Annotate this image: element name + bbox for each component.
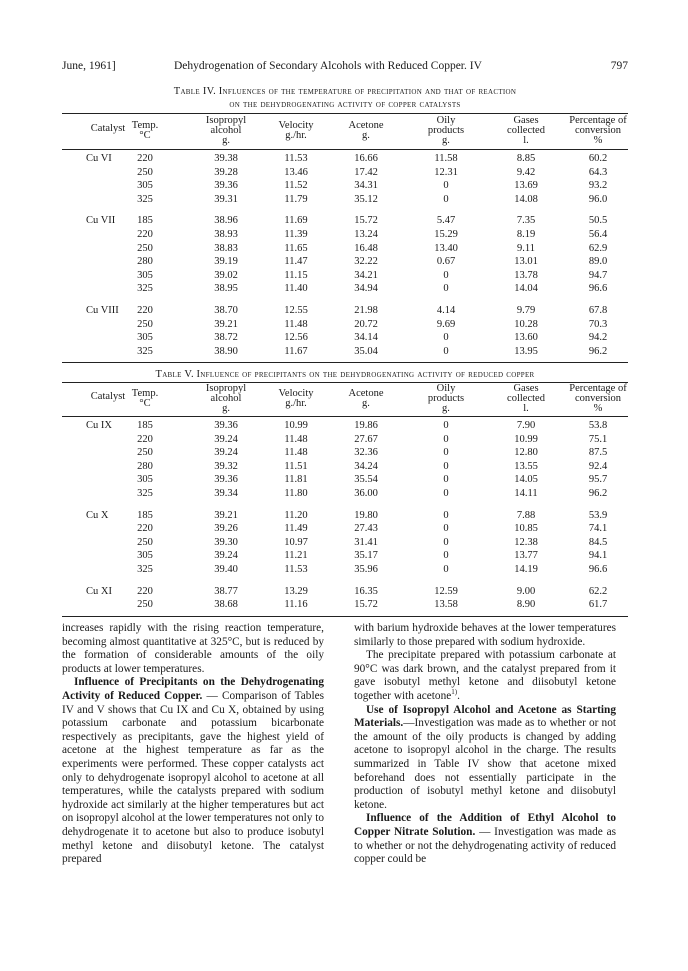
- column-header-line: Percentage of: [569, 383, 627, 394]
- catalyst-label: Cu VIII: [86, 305, 119, 316]
- table-cell: 10.99: [284, 420, 308, 431]
- table-cell: 185: [137, 215, 153, 227]
- column-header-line: Isopropyl: [205, 115, 247, 126]
- column-header: [507, 384, 545, 414]
- column-header: [507, 116, 545, 146]
- table-cell: 31.41: [354, 536, 378, 548]
- table-cell: 10.97: [284, 536, 308, 548]
- table-cell: 38.93: [214, 229, 238, 240]
- table-cell: 96.2: [588, 488, 608, 499]
- paragraph: [354, 812, 616, 866]
- paragraph: [354, 622, 616, 649]
- table-cell: 250: [137, 318, 153, 330]
- table-cell: 38.96: [214, 215, 238, 227]
- table-cell: 220: [137, 433, 153, 445]
- table-cell: 13.95: [514, 345, 538, 357]
- column-header: [569, 384, 626, 414]
- paragraph-text: — Comparison of Tables IV and V shows that Cu IX and Cu X, obtained by using potassium carbonate and potassium bicarbonate respectively as precipitants, gave the highest yield of acetone at the highest temperature as far as the experiments were performed. These copper catalysts act only to dehydrogenate isopropyl alcohol to acetone at all temperatures, while the catalysts prepared with sodium hydroxide act similarly at the higher temperatures but act on isopropyl alcohol at the lower temperatures not only to dehydrogenate it to acetone but also to produce isobutyl methyl ketone and diisobutyl ketone. The catalyst prepared: [62, 689, 324, 866]
- table-cell: 10.99: [514, 433, 538, 445]
- table-cell: 220: [137, 229, 153, 240]
- column-header: [428, 116, 464, 146]
- column-header-line: g.: [362, 398, 370, 409]
- table-cell: 16.48: [354, 242, 378, 254]
- column-header-line: Acetone: [348, 388, 384, 399]
- table-cell: 15.29: [434, 229, 458, 240]
- table-rule-header: [62, 416, 628, 417]
- column-header-line: g./hr.: [285, 130, 307, 141]
- table-cell: 34.24: [354, 460, 378, 472]
- column-header-line: collected: [507, 125, 545, 136]
- table-cell: 39.31: [214, 193, 238, 205]
- table-cell: 75.1: [588, 433, 608, 445]
- column-header: [91, 124, 125, 134]
- table-cell: 8.19: [516, 229, 536, 240]
- table-cell: 250: [137, 447, 153, 459]
- table-cell: 35.96: [354, 564, 378, 575]
- table-cell: 13.78: [514, 269, 538, 281]
- table-cell: 35.54: [354, 474, 378, 486]
- table-4-caption-line1: Influences of the temperature of precipitation and that of reaction: [218, 86, 517, 97]
- table-cell: 11.52: [284, 180, 308, 192]
- table-cell: 0: [443, 332, 449, 344]
- column-header-line: conversion: [574, 125, 622, 136]
- table-cell: 11.49: [284, 523, 308, 535]
- table-cell: 62.9: [588, 242, 608, 254]
- table-cell: 13.46: [284, 166, 308, 178]
- column-header: [569, 116, 626, 146]
- table-cell: 280: [137, 256, 153, 268]
- column-header-line: products: [427, 125, 465, 136]
- table-cell: 0: [443, 564, 449, 575]
- table-cell: 13.40: [434, 242, 458, 254]
- column-header: [91, 392, 125, 402]
- table-cell: 35.17: [354, 550, 378, 562]
- paragraph: [354, 649, 616, 703]
- table-cell: 0: [443, 474, 449, 486]
- table-cell: 9.42: [516, 166, 536, 178]
- table-cell: 4.14: [436, 305, 456, 316]
- column-header-line: g.: [222, 135, 230, 146]
- table-cell: 11.80: [284, 488, 308, 499]
- column-header-line: Temp.: [131, 120, 159, 131]
- table-cell: 39.28: [214, 166, 238, 178]
- table-cell: 38.68: [214, 599, 238, 611]
- table-cell: 0: [443, 433, 449, 445]
- column-header: [349, 389, 384, 409]
- table-cell: 15.72: [354, 215, 378, 227]
- column-header-line: g.: [222, 403, 230, 414]
- column-header-line: Isopropyl: [205, 383, 247, 394]
- paragraph-text: The precipitate prepared with potassium carbonate at 90°C was dark brown, and the catalyst prepared from it gave isobutyl methyl ketone and diisobutyl ketone together with acetone: [354, 649, 616, 702]
- table-cell: 325: [137, 345, 153, 357]
- table-cell: 325: [137, 564, 153, 575]
- table-cell: 11.15: [284, 269, 308, 281]
- table-cell: 93.2: [588, 180, 608, 192]
- column-header-line: g.: [362, 130, 370, 141]
- running-header: [62, 60, 628, 74]
- column-header-line: g.: [442, 403, 450, 414]
- table-cell: 13.24: [354, 229, 378, 240]
- table-cell: 220: [137, 585, 153, 597]
- table-cell: 12.55: [284, 305, 308, 316]
- table-cell: 11.65: [284, 242, 308, 254]
- table-cell: 250: [137, 599, 153, 611]
- column-header-line: alcohol: [210, 125, 242, 136]
- table-cell: 94.2: [588, 332, 608, 344]
- table-rule-bottom: [62, 616, 628, 617]
- table-cell: 61.7: [588, 599, 608, 611]
- table-cell: 7.88: [516, 509, 536, 521]
- table-cell: 305: [137, 474, 153, 486]
- table-cell: 39.36: [214, 474, 238, 486]
- table-cell: 13.01: [514, 256, 538, 268]
- table-cell: 11.81: [284, 474, 308, 486]
- column-header-line: Percentage of: [569, 115, 627, 126]
- table-cell: 96.2: [588, 345, 608, 357]
- table-cell: 21.98: [354, 305, 378, 316]
- table-cell: 0: [443, 509, 449, 521]
- table-cell: 38.95: [214, 283, 238, 295]
- section-heading: Influence of the Addition of Ethyl Alcohol to Copper Nitrate Solution.: [354, 812, 616, 838]
- column-header-line: Gases: [513, 115, 539, 126]
- table-cell: 0: [443, 420, 449, 431]
- header-page-number: 797: [610, 60, 628, 72]
- column-header: [132, 389, 158, 409]
- table-cell: 38.83: [214, 242, 238, 254]
- table-cell: 11.40: [284, 283, 308, 295]
- table-cell: 185: [137, 420, 153, 431]
- column-header-line: °C: [139, 398, 151, 409]
- table-5-caption: [62, 369, 628, 381]
- table-cell: 34.14: [354, 332, 378, 344]
- table-cell: 13.77: [514, 550, 538, 562]
- table-cell: 39.32: [214, 460, 238, 472]
- table-cell: 92.4: [588, 460, 608, 472]
- table-cell: 84.5: [588, 536, 608, 548]
- table-cell: 39.24: [214, 447, 238, 459]
- table-cell: 67.8: [588, 305, 608, 316]
- table-cell: 39.24: [214, 550, 238, 562]
- table-cell: 32.36: [354, 447, 378, 459]
- table-cell: 20.72: [354, 318, 378, 330]
- table-cell: 36.00: [354, 488, 378, 499]
- table-cell: 11.39: [284, 229, 308, 240]
- paragraph-text: with barium hydroxide behaves at the lower temperatures similarly to those prepared with sodium hydroxide.: [354, 622, 616, 648]
- table-cell: 50.5: [588, 215, 608, 227]
- table-cell: 11.21: [284, 550, 308, 562]
- table-cell: 0: [443, 523, 449, 535]
- table-cell: 74.1: [588, 523, 608, 535]
- table-cell: 11.48: [284, 318, 308, 330]
- table-cell: 39.40: [214, 564, 238, 575]
- table-cell: 38.72: [214, 332, 238, 344]
- table-cell: 13.69: [514, 180, 538, 192]
- table-cell: 53.8: [588, 420, 608, 431]
- table-4-caption-line2-wrap: [62, 99, 628, 111]
- table-cell: 11.20: [284, 509, 308, 521]
- table-cell: 94.1: [588, 550, 608, 562]
- column-header-line: g./hr.: [285, 398, 307, 409]
- section-heading: Use of Isopropyl Alcohol and Acetone as Starting Materials.: [354, 703, 616, 730]
- column-header: [279, 121, 314, 141]
- catalyst-label: Cu VII: [86, 215, 116, 227]
- table-cell: 12.59: [434, 585, 458, 597]
- table-cell: 39.36: [214, 180, 238, 192]
- table-cell: 8.90: [516, 599, 536, 611]
- column-header-line: Acetone: [348, 120, 384, 131]
- table-cell: 10.28: [514, 318, 538, 330]
- column-header-line: Catalyst: [90, 391, 126, 402]
- table-cell: 39.21: [214, 318, 238, 330]
- column-header-line: Temp.: [131, 388, 159, 399]
- table-cell: 15.72: [354, 599, 378, 611]
- table-cell: 16.66: [354, 153, 378, 164]
- table-cell: 11.48: [284, 447, 308, 459]
- table-cell: 8.85: [516, 153, 536, 164]
- table-cell: 39.34: [214, 488, 238, 499]
- table-cell: 39.19: [214, 256, 238, 268]
- table-cell: 16.35: [354, 585, 378, 597]
- table-cell: 32.22: [354, 256, 378, 268]
- table-cell: 11.51: [284, 460, 308, 472]
- table-cell: 0: [443, 536, 449, 548]
- table-cell: 325: [137, 193, 153, 205]
- table-cell: 39.38: [214, 153, 238, 164]
- table-cell: 7.90: [516, 420, 536, 431]
- table-cell: 0: [443, 180, 449, 192]
- table-cell: 11.47: [284, 256, 308, 268]
- column-header-line: %: [593, 403, 603, 414]
- table-cell: 0: [443, 550, 449, 562]
- table-cell: 38.70: [214, 305, 238, 316]
- column-header-line: Gases: [513, 383, 539, 394]
- table-cell: 0: [443, 193, 449, 205]
- table-cell: 0: [443, 447, 449, 459]
- table-cell: 220: [137, 153, 153, 164]
- table-cell: 13.29: [284, 585, 308, 597]
- table-cell: 12.80: [514, 447, 538, 459]
- table-cell: 9.11: [517, 242, 535, 254]
- table-cell: 19.86: [354, 420, 378, 431]
- table-cell: 35.04: [354, 345, 378, 357]
- catalyst-label: Cu IX: [86, 420, 112, 431]
- table-cell: 220: [137, 305, 153, 316]
- section-heading: Influence of Precipitants on the Dehydrogenating Activity of Reduced Copper.: [62, 676, 324, 702]
- column-header-line: conversion: [574, 393, 622, 404]
- table-cell: 325: [137, 283, 153, 295]
- table-cell: 70.3: [588, 318, 608, 330]
- column-header-line: products: [427, 393, 465, 404]
- header-title: Dehydrogenation of Secondary Alcohols with Reduced Copper. IV: [174, 60, 482, 72]
- column-header-line: g.: [442, 135, 450, 146]
- column-header-line: °C: [139, 130, 151, 141]
- column-header-line: alcohol: [210, 393, 242, 404]
- table-cell: 280: [137, 460, 153, 472]
- table-cell: 64.3: [588, 166, 608, 178]
- table-cell: 0: [443, 283, 449, 295]
- table-cell: 0: [443, 460, 449, 472]
- table-cell: 11.53: [284, 153, 308, 164]
- body-column-right: [354, 622, 616, 867]
- table-cell: 96.6: [588, 564, 608, 575]
- table-rule-bottom: [62, 362, 628, 363]
- header-date: June, 1961]: [62, 60, 116, 72]
- column-header: [206, 384, 246, 414]
- table-cell: 11.48: [284, 433, 308, 445]
- column-header-line: Velocity: [278, 120, 314, 131]
- column-header-line: Oily: [436, 383, 456, 394]
- table-cell: 325: [137, 488, 153, 499]
- table-cell: 11.69: [284, 215, 308, 227]
- table-cell: 11.16: [284, 599, 308, 611]
- column-header: [428, 384, 464, 414]
- column-header-line: l.: [523, 403, 529, 414]
- table-cell: 5.47: [436, 215, 456, 227]
- table-cell: 39.24: [214, 433, 238, 445]
- table-cell: 87.5: [588, 447, 608, 459]
- table-cell: 89.0: [588, 256, 608, 268]
- table-cell: 12.38: [514, 536, 538, 548]
- table-cell: 27.67: [354, 433, 378, 445]
- table-5-label: Table V.: [155, 369, 194, 380]
- column-header-line: collected: [507, 393, 545, 404]
- table-cell: 60.2: [588, 153, 608, 164]
- table-cell: 305: [137, 332, 153, 344]
- table-cell: 38.90: [214, 345, 238, 357]
- column-header-line: %: [593, 135, 603, 146]
- table-cell: 39.36: [214, 420, 238, 431]
- paragraph-text: increases rapidly with the rising reaction temperature, becoming almost quantitative at 325°C, but is reduced by the formation of considerable amounts of the oily products at lower temperatures.: [62, 622, 324, 675]
- table-cell: 39.02: [214, 269, 238, 281]
- table-rule-top: [62, 113, 628, 114]
- table-4-caption: [62, 86, 628, 98]
- table-cell: 35.12: [354, 193, 378, 205]
- table-cell: 27.43: [354, 523, 378, 535]
- table-rule-top: [62, 382, 628, 383]
- table-cell: 11.53: [284, 564, 308, 575]
- table-cell: 11.67: [284, 345, 308, 357]
- table-cell: 39.30: [214, 536, 238, 548]
- table-cell: 11.79: [284, 193, 308, 205]
- table-cell: 94.7: [588, 269, 608, 281]
- table-cell: 34.21: [354, 269, 378, 281]
- table-cell: 9.69: [436, 318, 456, 330]
- table-cell: 96.6: [588, 283, 608, 295]
- table-cell: 305: [137, 550, 153, 562]
- table-cell: 38.77: [214, 585, 238, 597]
- table-cell: 0: [443, 345, 449, 357]
- paragraph-text: — Investigation was made as to whether or not the dehydrogenating activity of reduced copper could be: [354, 825, 616, 866]
- table-cell: 12.31: [434, 166, 458, 178]
- table-cell: 250: [137, 242, 153, 254]
- table-5-caption-line1: Influence of precipitants on the dehydrogenating activity of reduced copper: [196, 369, 535, 380]
- table-cell: 14.19: [514, 564, 538, 575]
- table-cell: 7.35: [516, 215, 536, 227]
- table-cell: 62.2: [588, 585, 608, 597]
- column-header-line: Velocity: [278, 388, 314, 399]
- column-header: [206, 116, 246, 146]
- catalyst-label: Cu VI: [86, 153, 112, 164]
- table-cell: 185: [137, 509, 153, 521]
- paragraph: [354, 704, 616, 813]
- table-cell: 0: [443, 269, 449, 281]
- table-cell: 14.08: [514, 193, 538, 205]
- paragraph: [62, 622, 324, 676]
- table-cell: 39.26: [214, 523, 238, 535]
- table-cell: 250: [137, 536, 153, 548]
- paragraph-text: .: [457, 689, 460, 702]
- catalyst-label: Cu X: [86, 509, 109, 521]
- table-cell: 34.94: [354, 283, 378, 295]
- column-header: [132, 121, 158, 141]
- table-4-caption-line2: on the dehydrogenating activity of copper catalysts: [229, 99, 461, 110]
- table-cell: 12.56: [284, 332, 308, 344]
- column-header-line: Oily: [436, 115, 456, 126]
- paragraph-text: —Investigation was made as to whether or not the amount of the oily products is changed by adding acetone to isopropyl alcohol in the charge. The results summarized in Table IV show that acetone mixed beforehand does not essentially participate in the production of isobutyl methyl ketone and diisobutyl ketone.: [354, 717, 616, 811]
- table-cell: 220: [137, 523, 153, 535]
- table-cell: 250: [137, 166, 153, 178]
- column-header-line: Catalyst: [90, 123, 126, 134]
- table-cell: 17.42: [354, 166, 378, 178]
- body-column-left: [62, 622, 324, 867]
- table-cell: 13.60: [514, 332, 538, 344]
- table-cell: 13.55: [514, 460, 538, 472]
- table-cell: 14.05: [514, 474, 538, 486]
- table-cell: 13.58: [434, 599, 458, 611]
- table-cell: 10.85: [514, 523, 538, 535]
- table-cell: 0.67: [436, 256, 456, 268]
- table-cell: 305: [137, 269, 153, 281]
- table-cell: 9.79: [516, 305, 536, 316]
- column-header: [349, 121, 384, 141]
- table-cell: 9.00: [516, 585, 536, 597]
- table-cell: 14.11: [514, 488, 538, 499]
- catalyst-label: Cu XI: [86, 585, 112, 597]
- table-cell: 95.7: [588, 474, 608, 486]
- table-cell: 0: [443, 488, 449, 499]
- paragraph: [62, 676, 324, 866]
- table-cell: 96.0: [588, 193, 608, 205]
- table-cell: 56.4: [588, 229, 608, 240]
- table-rule-header: [62, 149, 628, 150]
- table-cell: 19.80: [354, 509, 378, 521]
- table-cell: 53.9: [588, 509, 608, 521]
- table-cell: 39.21: [214, 509, 238, 521]
- column-header-line: l.: [523, 135, 529, 146]
- reference-mark: 1): [451, 688, 458, 697]
- table-4-label: Table IV.: [173, 86, 217, 97]
- table-cell: 34.31: [354, 180, 378, 192]
- table-cell: 11.58: [434, 153, 458, 164]
- column-header: [279, 389, 314, 409]
- table-cell: 305: [137, 180, 153, 192]
- table-cell: 14.04: [514, 283, 538, 295]
